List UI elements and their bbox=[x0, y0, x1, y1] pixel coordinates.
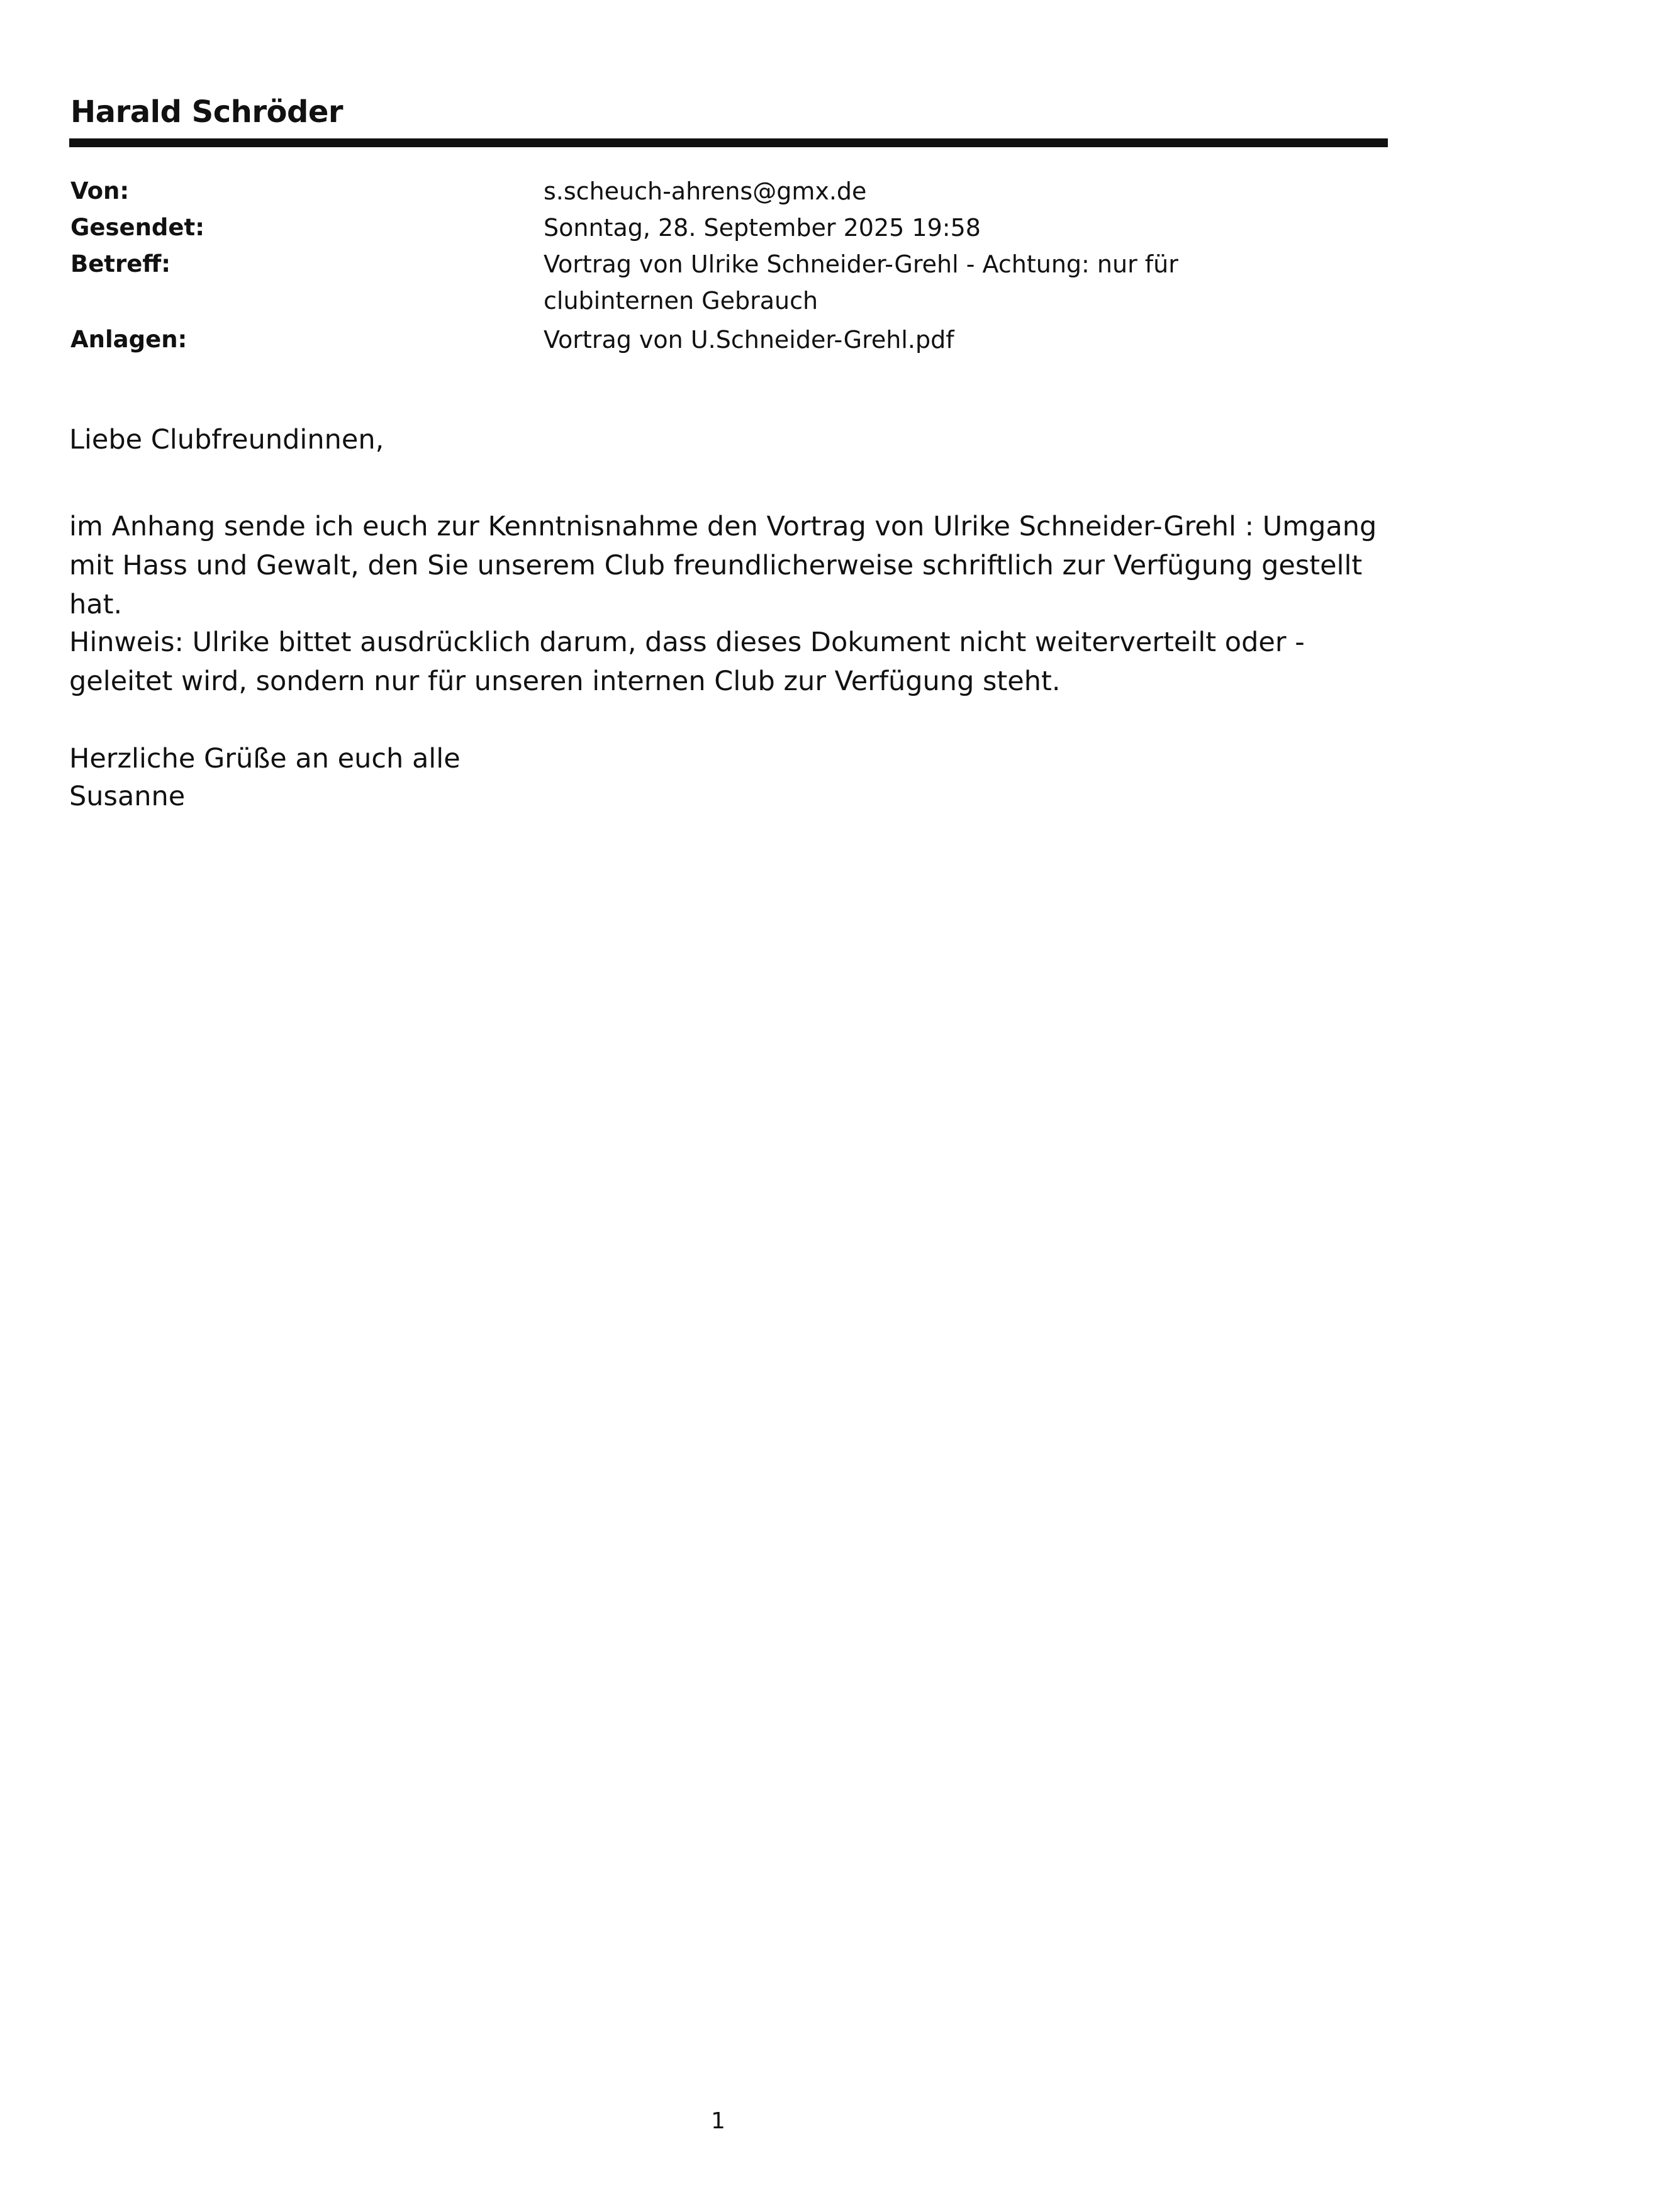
sent-value: Sonntag, 28. September 2025 19:58 bbox=[544, 214, 981, 242]
subject-value: Vortrag von Ulrike Schneider-Grehl - Achtung: nur für clubinternen Gebrauch bbox=[544, 250, 1178, 315]
header-divider bbox=[69, 138, 1388, 147]
email-header-fields bbox=[70, 173, 1329, 358]
email-signature: Susanne bbox=[69, 781, 186, 812]
sent-row bbox=[70, 209, 1329, 246]
email-paragraph-1: im Anhang sende ich euch zur Kenntnisnahme den Vortrag von Ulrike Schneider-Grehl : Umgang mit Hass und Gewalt, den Sie unserem Club freundlicherweise schriftlich zur Verfügung gestellt hat. bbox=[69, 511, 1377, 620]
email-closing: Herzliche Grüße an euch alle bbox=[69, 743, 461, 774]
from-label: Von: bbox=[70, 177, 130, 204]
sent-label: Gesendet: bbox=[70, 214, 204, 241]
page-number: 1 bbox=[711, 2108, 725, 2134]
mailbox-owner-name: Harald Schröder bbox=[70, 94, 344, 130]
email-paragraph-2: Hinweis: Ulrike bittet ausdrücklich darum, dass dieses Dokument nicht weiterverteilt oder - geleitet wird, sondern nur für unseren internen Club zur Verfügung steht. bbox=[69, 627, 1305, 697]
from-row bbox=[70, 173, 1329, 209]
subject-row bbox=[70, 246, 1329, 319]
subject-label: Betreff: bbox=[70, 250, 171, 277]
email-greeting: Liebe Clubfreundinnen, bbox=[69, 424, 384, 455]
attachments-label: Anlagen: bbox=[70, 326, 187, 353]
from-value: s.scheuch-ahrens@gmx.de bbox=[544, 177, 867, 205]
attachments-row bbox=[70, 321, 1329, 358]
attachment-filename: Vortrag von U.Schneider-Grehl.pdf bbox=[544, 326, 954, 354]
